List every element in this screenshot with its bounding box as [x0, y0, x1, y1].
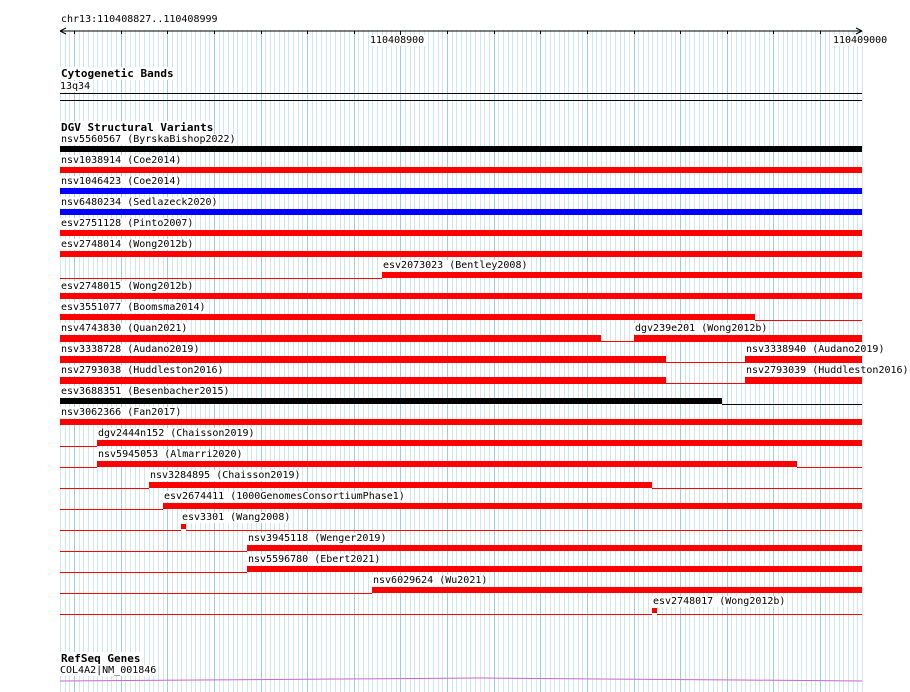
feature-lead	[60, 341, 634, 342]
feature-lead	[60, 488, 149, 489]
gene-label: COL4A2|NM_001846	[60, 665, 157, 676]
feature-bar[interactable]	[745, 356, 862, 362]
feature-tail	[652, 488, 862, 489]
feature-bar[interactable]	[181, 524, 186, 529]
feature-lead	[60, 509, 163, 510]
feature-lead	[60, 530, 181, 531]
track-title-dgv[interactable]: DGV Structural Variants	[61, 121, 214, 134]
feature-lead	[60, 614, 652, 615]
feature-bar[interactable]	[60, 314, 755, 320]
feature-bar[interactable]	[60, 209, 862, 215]
feature-bar[interactable]	[60, 293, 862, 299]
feature-tail	[797, 467, 862, 468]
feature-tail	[722, 404, 862, 405]
cytoband-bar[interactable]	[60, 93, 862, 94]
feature-label[interactable]: nsv3338728 (Audano2019)	[61, 344, 200, 355]
feature-bar[interactable]	[634, 335, 862, 341]
feature-bar[interactable]	[247, 545, 862, 551]
track-title-cytoband[interactable]: Cytogenetic Bands	[61, 67, 174, 80]
feature-label[interactable]: nsv6029624 (Wu2021)	[373, 575, 488, 586]
feature-lead	[60, 551, 247, 552]
feature-label[interactable]: esv3551077 (Boomsma2014)	[61, 302, 206, 313]
feature-label[interactable]: esv2751128 (Pinto2007)	[61, 218, 194, 229]
feature-lead	[60, 467, 97, 468]
feature-bar[interactable]	[247, 566, 862, 572]
feature-label[interactable]: esv2748015 (Wong2012b)	[61, 281, 194, 292]
feature-label[interactable]: nsv3338940 (Audano2019)	[746, 344, 885, 355]
feature-bar[interactable]	[163, 503, 862, 509]
feature-label[interactable]: nsv1038914 (Coe2014)	[61, 155, 182, 166]
feature-lead	[60, 572, 247, 573]
tick-label-110409000: 110409000	[833, 35, 888, 46]
feature-lead	[60, 383, 745, 384]
feature-label[interactable]: nsv2793039 (Huddleston2016)	[746, 365, 909, 376]
track-separator	[60, 100, 862, 101]
feature-label[interactable]: nsv5560567 (ByrskaBishop2022)	[61, 134, 236, 145]
tick-label-110408900: 110408900	[370, 35, 425, 46]
feature-tail	[657, 614, 862, 615]
feature-label[interactable]: esv2748014 (Wong2012b)	[61, 239, 194, 250]
feature-bar[interactable]	[60, 251, 862, 257]
feature-bar[interactable]	[382, 272, 862, 278]
feature-bar[interactable]	[97, 461, 797, 467]
feature-bar[interactable]	[60, 419, 862, 425]
cytoband-label: 13q34	[60, 81, 91, 92]
feature-label[interactable]: nsv6480234 (Sedlazeck2020)	[61, 197, 218, 208]
feature-bar[interactable]	[652, 608, 657, 613]
feature-bar[interactable]	[60, 230, 862, 236]
feature-label[interactable]: nsv5596780 (Ebert2021)	[248, 554, 381, 565]
feature-lead	[60, 446, 97, 447]
feature-label[interactable]: nsv5945053 (Almarri2020)	[98, 449, 243, 460]
feature-label[interactable]: esv2073023 (Bentley2008)	[383, 260, 528, 271]
feature-bar[interactable]	[60, 146, 862, 152]
feature-lead	[60, 278, 382, 279]
feature-bar[interactable]	[149, 482, 652, 488]
feature-lead	[60, 362, 745, 363]
region-label: chr13:110408827..110408999	[61, 14, 218, 25]
feature-bar[interactable]	[60, 167, 862, 173]
feature-label[interactable]: dgv2444n152 (Chaisson2019)	[98, 428, 255, 439]
feature-bar[interactable]	[372, 587, 862, 593]
feature-bar[interactable]	[60, 398, 722, 404]
feature-label[interactable]: esv2748017 (Wong2012b)	[653, 596, 786, 607]
track-title-refseq[interactable]: RefSeq Genes	[61, 652, 141, 665]
feature-tail	[755, 320, 862, 321]
feature-label[interactable]: esv3301 (Wang2008)	[182, 512, 291, 523]
feature-label[interactable]: nsv3062366 (Fan2017)	[61, 407, 182, 418]
feature-label[interactable]: nsv4743830 (Quan2021)	[61, 323, 188, 334]
feature-label[interactable]: esv2674411 (1000GenomesConsortiumPhase1)	[164, 491, 405, 502]
gene-intron-line[interactable]	[0, 676, 890, 686]
feature-bar[interactable]	[60, 188, 862, 194]
feature-bar[interactable]	[97, 440, 862, 446]
ruler-axis[interactable]	[0, 24, 890, 40]
feature-label[interactable]: nsv3945118 (Wenger2019)	[248, 533, 387, 544]
feature-bar[interactable]	[745, 377, 862, 383]
feature-label[interactable]: nsv1046423 (Coe2014)	[61, 176, 182, 187]
feature-lead	[60, 593, 372, 594]
feature-tail	[186, 530, 862, 531]
feature-label[interactable]: esv3688351 (Besenbacher2015)	[61, 386, 230, 397]
feature-tail	[601, 341, 862, 342]
feature-label[interactable]: nsv2793038 (Huddleston2016)	[61, 365, 224, 376]
feature-label[interactable]: nsv3284895 (Chaisson2019)	[150, 470, 301, 481]
feature-label[interactable]: dgv239e201 (Wong2012b)	[635, 323, 768, 334]
